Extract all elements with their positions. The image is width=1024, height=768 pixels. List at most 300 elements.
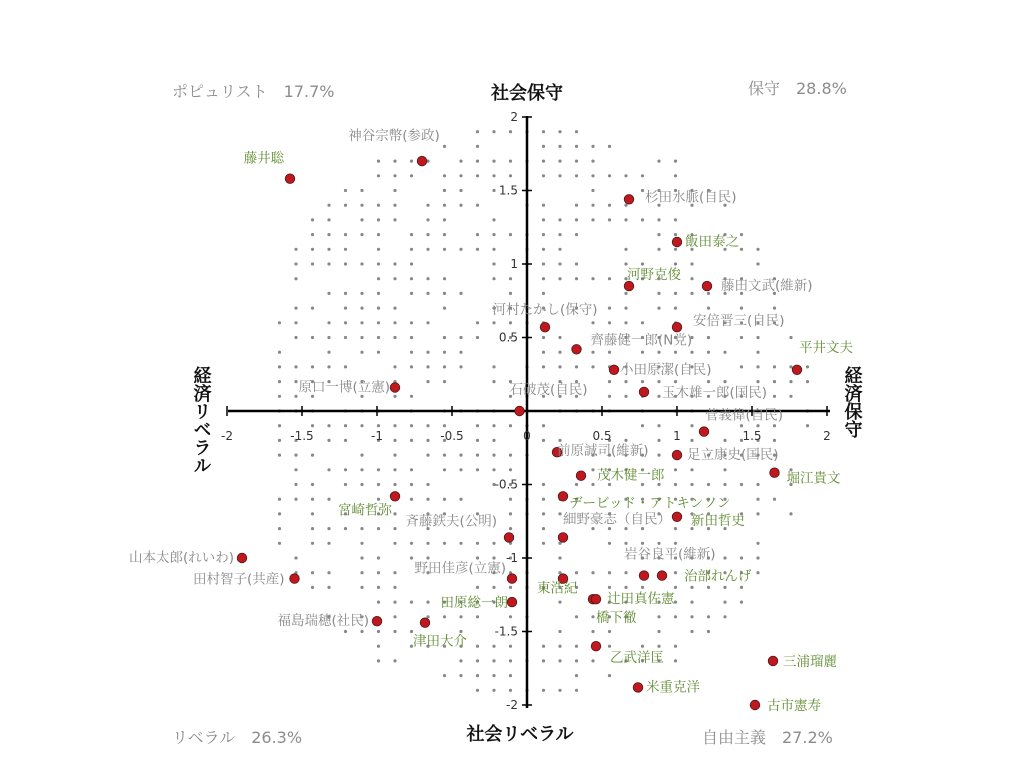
- background-dot: [756, 262, 759, 265]
- background-dot: [344, 439, 347, 442]
- background-dot: [509, 160, 512, 163]
- background-dot: [410, 262, 413, 265]
- background-dot: [542, 527, 545, 530]
- background-dot: [459, 365, 462, 368]
- background-dot: [377, 556, 380, 559]
- background-dot: [294, 336, 297, 339]
- data-point-label: 辻田真佐憲: [607, 591, 675, 608]
- background-dot: [443, 145, 446, 148]
- background-dot: [327, 439, 330, 442]
- background-dot: [393, 174, 396, 177]
- background-dot: [558, 130, 561, 133]
- background-dot: [459, 674, 462, 677]
- background-dot: [558, 174, 561, 177]
- data-point: [420, 618, 430, 628]
- background-dot: [509, 454, 512, 457]
- background-dot: [756, 498, 759, 501]
- quadrant-label-libertarian: 自由主義 27.2%: [702, 728, 833, 747]
- background-dot: [410, 160, 413, 163]
- background-dot: [393, 160, 396, 163]
- background-dot: [377, 527, 380, 530]
- background-dot: [377, 233, 380, 236]
- background-dot: [492, 556, 495, 559]
- data-point: [633, 683, 643, 693]
- data-points: [129, 127, 854, 714]
- x-tick-label: 1: [673, 429, 681, 443]
- data-point: [657, 571, 667, 581]
- background-dot: [558, 556, 561, 559]
- background-dot: [377, 659, 380, 662]
- background-dot: [558, 365, 561, 368]
- y-tick-label: -0.5: [494, 477, 518, 492]
- background-dot: [674, 218, 677, 221]
- background-dot: [294, 454, 297, 457]
- background-dot: [624, 321, 627, 324]
- data-point: [504, 533, 514, 543]
- background-dot: [327, 424, 330, 427]
- background-dot: [591, 365, 594, 368]
- background-dot: [542, 424, 545, 427]
- background-dot: [426, 601, 429, 604]
- background-dot: [509, 498, 512, 501]
- data-point-label: 飯田泰之: [685, 234, 739, 250]
- background-dot: [393, 395, 396, 398]
- background-dot: [509, 468, 512, 471]
- background-dot: [657, 395, 660, 398]
- background-dot: [410, 498, 413, 501]
- background-dot: [492, 659, 495, 662]
- background-dot: [393, 321, 396, 324]
- background-dot: [542, 351, 545, 354]
- background-dot: [756, 424, 759, 427]
- background-dot: [591, 189, 594, 192]
- data-point-label: 前原誠司(維新): [557, 443, 649, 460]
- background-dot: [509, 277, 512, 280]
- background-dot: [690, 439, 693, 442]
- background-dot: [723, 556, 726, 559]
- background-dot: [344, 292, 347, 295]
- background-dot: [360, 542, 363, 545]
- background-dot: [624, 527, 627, 530]
- background-dot: [426, 321, 429, 324]
- background-dot: [426, 498, 429, 501]
- background-dot: [492, 454, 495, 457]
- background-dot: [327, 571, 330, 574]
- background-dot: [311, 424, 314, 427]
- background-dot: [410, 439, 413, 442]
- background-dot: [393, 439, 396, 442]
- background-dot: [393, 659, 396, 662]
- data-point-label: 堀江貴文: [786, 470, 841, 487]
- data-point: [558, 533, 568, 543]
- background-dot: [377, 307, 380, 310]
- background-dot: [641, 262, 644, 265]
- background-dot: [410, 365, 413, 368]
- data-point-label: 細野豪志（自民）: [563, 511, 671, 528]
- background-dot: [377, 571, 380, 574]
- background-dot: [756, 512, 759, 515]
- background-dot: [443, 498, 446, 501]
- background-dot: [377, 468, 380, 471]
- background-dot: [608, 351, 611, 354]
- background-dot: [393, 204, 396, 207]
- background-dot: [806, 424, 809, 427]
- background-dot: [509, 586, 512, 589]
- background-dot: [641, 542, 644, 545]
- data-point-label: 野田佳彦(立憲): [414, 560, 506, 577]
- data-point: [390, 492, 400, 502]
- background-dot: [558, 630, 561, 633]
- background-dot: [377, 586, 380, 589]
- axis-title-left: 経済リベラル: [190, 366, 212, 474]
- background-dot: [377, 645, 380, 648]
- background-dot: [492, 130, 495, 133]
- background-dot: [674, 307, 677, 310]
- background-dot: [657, 645, 660, 648]
- background-dot: [657, 351, 660, 354]
- background-dot: [476, 204, 479, 207]
- background-dot: [443, 674, 446, 677]
- background-dot: [294, 262, 297, 265]
- axis-title-bottom: 社会リベラル: [466, 724, 574, 745]
- background-dot: [294, 277, 297, 280]
- background-dot: [327, 542, 330, 545]
- data-point-label: 足立康史(国民): [687, 447, 779, 464]
- background-dot: [756, 336, 759, 339]
- background-dot: [377, 292, 380, 295]
- background-dot: [740, 307, 743, 310]
- background-dot: [608, 586, 611, 589]
- background-dot: [674, 380, 677, 383]
- data-point: [507, 574, 517, 584]
- background-dot: [756, 365, 759, 368]
- background-dot: [393, 277, 396, 280]
- background-dot: [476, 689, 479, 692]
- background-dot: [608, 145, 611, 148]
- background-dot: [377, 277, 380, 280]
- background-dot: [558, 262, 561, 265]
- background-dot: [476, 645, 479, 648]
- background-dot: [393, 586, 396, 589]
- background-dot: [344, 189, 347, 192]
- background-dot: [492, 586, 495, 589]
- background-dot: [509, 645, 512, 648]
- background-dot: [459, 174, 462, 177]
- background-dot: [443, 189, 446, 192]
- data-point-label: 河村たかし(保守): [492, 302, 598, 319]
- background-dot: [756, 483, 759, 486]
- background-dot: [459, 659, 462, 662]
- background-dot: [591, 145, 594, 148]
- background-dot: [360, 527, 363, 530]
- background-dot: [690, 483, 693, 486]
- background-dot: [806, 380, 809, 383]
- background-dot: [327, 336, 330, 339]
- background-dot: [344, 204, 347, 207]
- background-dot: [608, 645, 611, 648]
- data-point: [770, 468, 780, 478]
- y-tick-label: 1: [510, 257, 518, 271]
- background-dot: [443, 454, 446, 457]
- background-dot: [410, 292, 413, 295]
- background-dot: [558, 601, 561, 604]
- background-dot: [459, 189, 462, 192]
- background-dot: [740, 483, 743, 486]
- background-dot: [393, 615, 396, 618]
- background-dot: [723, 380, 726, 383]
- background-dot: [558, 233, 561, 236]
- background-dot: [476, 454, 479, 457]
- background-dot: [608, 204, 611, 207]
- background-dot: [740, 233, 743, 236]
- background-dot: [344, 527, 347, 530]
- background-dot: [591, 174, 594, 177]
- background-dot: [476, 542, 479, 545]
- background-dot: [476, 424, 479, 427]
- background-dot: [443, 218, 446, 221]
- data-point-label: デービッド・アトキンソン: [569, 495, 731, 512]
- background-dot: [393, 601, 396, 604]
- background-dot: [393, 454, 396, 457]
- background-dot: [674, 571, 677, 574]
- background-dot: [558, 645, 561, 648]
- background-dot: [393, 262, 396, 265]
- data-point-label: 乙武洋匡: [610, 650, 664, 667]
- background-dot: [575, 277, 578, 280]
- background-dot: [674, 542, 677, 545]
- background-dot: [641, 351, 644, 354]
- background-dot: [690, 424, 693, 427]
- background-dot: [707, 336, 710, 339]
- background-dot: [492, 365, 495, 368]
- quadrant-label-conservative: 保守 28.8%: [748, 79, 847, 98]
- background-dot: [690, 262, 693, 265]
- background-dot: [311, 454, 314, 457]
- background-dot: [443, 542, 446, 545]
- background-dot: [509, 130, 512, 133]
- data-point-label: 三浦瑠麗: [783, 653, 837, 670]
- background-dot: [674, 292, 677, 295]
- background-dot: [344, 468, 347, 471]
- background-dot: [509, 174, 512, 177]
- background-dot: [360, 321, 363, 324]
- data-point-label: 新田哲史: [691, 512, 745, 529]
- background-dot: [558, 689, 561, 692]
- background-dot: [426, 292, 429, 295]
- background-dot: [740, 586, 743, 589]
- background-dot: [707, 483, 710, 486]
- background-dot: [311, 336, 314, 339]
- background-dot: [773, 365, 776, 368]
- background-dot: [624, 307, 627, 310]
- background-dot: [624, 571, 627, 574]
- background-dot: [641, 586, 644, 589]
- data-point-label: 菅義偉(自民): [705, 407, 784, 424]
- background-dot: [476, 556, 479, 559]
- background-dot: [723, 615, 726, 618]
- background-dot: [575, 262, 578, 265]
- background-dot: [459, 468, 462, 471]
- background-dot: [575, 571, 578, 574]
- background-dot: [542, 483, 545, 486]
- data-point-label: 安倍晋三(自民): [693, 313, 785, 330]
- y-tick-label: -1.5: [494, 624, 518, 639]
- background-dot: [492, 189, 495, 192]
- background-dot: [789, 336, 792, 339]
- background-dot: [624, 380, 627, 383]
- background-dot: [509, 527, 512, 530]
- background-dot: [360, 630, 363, 633]
- background-dot: [624, 586, 627, 589]
- background-dot: [756, 571, 759, 574]
- background-dot: [459, 248, 462, 251]
- data-point: [572, 345, 582, 355]
- background-dot: [657, 233, 660, 236]
- data-point-label: 田村智子(共産): [192, 571, 285, 588]
- background-dot: [674, 615, 677, 618]
- background-dot: [426, 380, 429, 383]
- x-tick-label: -0.5: [440, 429, 464, 443]
- background-dot: [608, 174, 611, 177]
- background-dot: [278, 439, 281, 442]
- background-dot: [657, 615, 660, 618]
- background-dot: [294, 248, 297, 251]
- background-dot: [443, 174, 446, 177]
- background-dot: [476, 233, 479, 236]
- background-dot: [426, 365, 429, 368]
- background-dot: [311, 262, 314, 265]
- background-dot: [542, 542, 545, 545]
- background-dot: [344, 424, 347, 427]
- background-dot: [426, 454, 429, 457]
- data-point: [672, 237, 682, 247]
- background-dot: [756, 351, 759, 354]
- data-point: [290, 574, 300, 584]
- background-dot: [707, 307, 710, 310]
- background-dot: [377, 336, 380, 339]
- data-point-label: 齊藤健一郎(N党): [590, 332, 693, 349]
- background-dot: [311, 527, 314, 530]
- background-dot: [360, 424, 363, 427]
- background-dot: [294, 380, 297, 383]
- background-dot: [311, 365, 314, 368]
- background-dot: [410, 483, 413, 486]
- background-dot: [591, 571, 594, 574]
- background-dot: [476, 468, 479, 471]
- background-dot: [360, 571, 363, 574]
- background-dot: [740, 424, 743, 427]
- background-dot: [360, 454, 363, 457]
- background-dot: [476, 659, 479, 662]
- background-dot: [558, 218, 561, 221]
- background-dot: [278, 454, 281, 457]
- background-dot: [608, 527, 611, 530]
- background-dot: [278, 424, 281, 427]
- background-dot: [327, 262, 330, 265]
- background-dot: [740, 248, 743, 251]
- background-dot: [492, 277, 495, 280]
- background-dot: [773, 380, 776, 383]
- background-dot: [492, 424, 495, 427]
- background-dot: [377, 262, 380, 265]
- y-tick-label: 1.5: [498, 183, 518, 198]
- background-dot: [294, 307, 297, 310]
- background-dot: [690, 277, 693, 280]
- background-dot: [624, 218, 627, 221]
- background-dot: [657, 454, 660, 457]
- background-dot: [393, 307, 396, 310]
- background-dot: [443, 380, 446, 383]
- background-dot: [657, 248, 660, 251]
- background-dot: [492, 174, 495, 177]
- background-dot: [674, 351, 677, 354]
- background-dot: [410, 248, 413, 251]
- background-dot: [410, 233, 413, 236]
- background-dot: [558, 512, 561, 515]
- background-dot: [641, 174, 644, 177]
- background-dot: [327, 248, 330, 251]
- background-dot: [278, 365, 281, 368]
- background-dot: [311, 307, 314, 310]
- background-dot: [591, 468, 594, 471]
- background-dot: [608, 307, 611, 310]
- data-point: [285, 174, 295, 184]
- data-point: [591, 594, 601, 604]
- data-point-label: 藤田文武(維新): [721, 278, 813, 295]
- background-dot: [492, 248, 495, 251]
- background-dot: [608, 571, 611, 574]
- data-point-label: 玉木雄一郎(国民): [662, 384, 768, 401]
- background-dot: [476, 439, 479, 442]
- background-dot: [393, 527, 396, 530]
- background-dot: [443, 468, 446, 471]
- background-dot: [459, 630, 462, 633]
- background-dot: [509, 233, 512, 236]
- data-point-label: 宮崎哲弥: [338, 502, 392, 519]
- background-dot: [360, 262, 363, 265]
- background-dot: [327, 586, 330, 589]
- background-dot: [476, 586, 479, 589]
- background-dot: [509, 615, 512, 618]
- data-point: [768, 656, 778, 666]
- background-dot: [591, 615, 594, 618]
- data-point-label: 茂木健一郎: [597, 467, 665, 484]
- background-dot: [410, 556, 413, 559]
- background-dot: [591, 630, 594, 633]
- x-tick-label: -1: [371, 429, 383, 443]
- background-dot: [756, 380, 759, 383]
- background-dot: [657, 424, 660, 427]
- background-dot: [360, 483, 363, 486]
- background-dot: [443, 307, 446, 310]
- data-point: [672, 322, 682, 332]
- data-point: [515, 406, 525, 416]
- background-dot: [344, 483, 347, 486]
- data-point: [750, 700, 760, 710]
- background-dot: [344, 336, 347, 339]
- x-tick-label: -2: [221, 429, 233, 443]
- background-dot: [443, 424, 446, 427]
- background-dot: [674, 248, 677, 251]
- background-dot: [575, 160, 578, 163]
- background-dot: [393, 542, 396, 545]
- background-dot: [294, 498, 297, 501]
- background-dot: [542, 218, 545, 221]
- background-dot: [542, 365, 545, 368]
- data-point-label: 杉田水脈(自民): [645, 189, 737, 206]
- background-dot: [674, 262, 677, 265]
- background-dot: [690, 601, 693, 604]
